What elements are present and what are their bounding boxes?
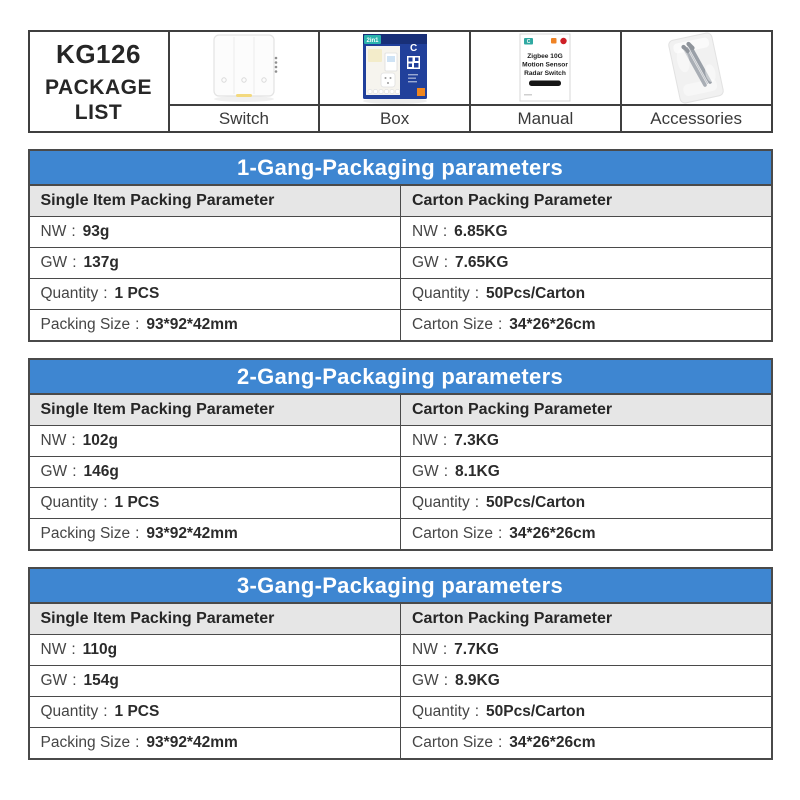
column-header-carton: Carton Packing Parameter: [400, 604, 771, 634]
accessories-product-image: [637, 32, 755, 104]
spec-cell-nw-single: NW : 110g: [30, 634, 401, 665]
column-header-single-item: Single Item Packing Parameter: [30, 395, 401, 425]
spec-cell-gw-carton: GW : 8.1KG: [400, 456, 771, 487]
switch-product-image: [185, 33, 303, 103]
box-image-area: [320, 32, 469, 104]
packaging-table-3gang: [28, 567, 773, 760]
spec-cell-quantity-single: Quantity : 1 PCS: [30, 696, 401, 727]
manual-image-area: [471, 32, 620, 104]
spec-cell-quantity-single: Quantity : 1 PCS: [30, 278, 401, 309]
package-list-title: PACKAGE LIST: [45, 76, 152, 124]
spec-cell-nw-carton: NW : 7.7KG: [400, 634, 771, 665]
spec-cell-packing-size: Packing Size : 93*92*42mm: [30, 727, 401, 758]
manual-brand-logo: C: [527, 39, 531, 46]
manual-user-manual-bar-title: Radar Switch: [524, 70, 567, 77]
column-header-carton: Carton Packing Parameter: [400, 395, 771, 425]
spec-cell-quantity-carton: Quantity : 50Pcs/Carton: [400, 278, 771, 309]
spec-cell-quantity-carton: Quantity : 50Pcs/Carton: [400, 487, 771, 518]
manual-title-line2: Motion Sensor: [522, 61, 569, 69]
spec-cell-quantity-carton: Quantity : 50Pcs/Carton: [400, 696, 771, 727]
product-cell-switch: [168, 32, 319, 132]
product-label-switch: Switch: [170, 104, 319, 132]
spec-cell-gw-carton: GW : 7.65KG: [400, 247, 771, 278]
table-grid-3gang: [30, 604, 771, 758]
package-header-table: [28, 30, 773, 133]
spec-cell-packing-size: Packing Size : 93*92*42mm: [30, 309, 401, 340]
spec-cell-gw-single: GW : 146g: [30, 456, 401, 487]
product-label-manual: Manual: [471, 104, 620, 132]
table-grid-2gang: [30, 395, 771, 549]
product-cell-accessories: [620, 32, 771, 132]
product-code: KG126: [56, 39, 141, 70]
product-label-accessories: Accessories: [622, 104, 771, 132]
box-badge: 2in1: [366, 37, 379, 44]
switch-image-area: [170, 32, 319, 104]
spec-cell-nw-carton: NW : 7.3KG: [400, 425, 771, 456]
table-grid-1gang: [30, 186, 771, 340]
product-cell-manual: [469, 32, 620, 132]
spec-cell-nw-single: NW : 102g: [30, 425, 401, 456]
box-brand-logo: C: [409, 43, 417, 54]
accessories-image-area: [622, 32, 771, 104]
packaging-table-1gang: [28, 149, 773, 342]
page-root: [28, 0, 773, 760]
table-title-1gang: 1-Gang-Packaging parameters: [30, 151, 771, 186]
column-header-carton: Carton Packing Parameter: [400, 186, 771, 216]
spec-cell-carton-size: Carton Size : 34*26*26cm: [400, 309, 771, 340]
column-header-single-item: Single Item Packing Parameter: [30, 604, 401, 634]
manual-product-image: [486, 32, 604, 104]
spec-cell-carton-size: Carton Size : 34*26*26cm: [400, 518, 771, 549]
table-title-3gang: 3-Gang-Packaging parameters: [30, 569, 771, 604]
product-label-box: Box: [320, 104, 469, 132]
packaging-table-2gang: [28, 358, 773, 551]
manual-title-line1: Zigbee 10G: [527, 53, 564, 60]
table-title-2gang: 2-Gang-Packaging parameters: [30, 360, 771, 395]
product-cell-box: [318, 32, 469, 132]
spec-cell-nw-carton: NW : 6.85KG: [400, 216, 771, 247]
column-header-single-item: Single Item Packing Parameter: [30, 186, 401, 216]
spec-cell-carton-size: Carton Size : 34*26*26cm: [400, 727, 771, 758]
spec-cell-gw-single: GW : 154g: [30, 665, 401, 696]
box-product-image: [336, 32, 454, 104]
spec-cell-gw-single: GW : 137g: [30, 247, 401, 278]
product-code-cell: [30, 32, 168, 132]
spec-cell-quantity-single: Quantity : 1 PCS: [30, 487, 401, 518]
spec-cell-packing-size: Packing Size : 93*92*42mm: [30, 518, 401, 549]
spec-cell-gw-carton: GW : 8.9KG: [400, 665, 771, 696]
spec-cell-nw-single: NW : 93g: [30, 216, 401, 247]
